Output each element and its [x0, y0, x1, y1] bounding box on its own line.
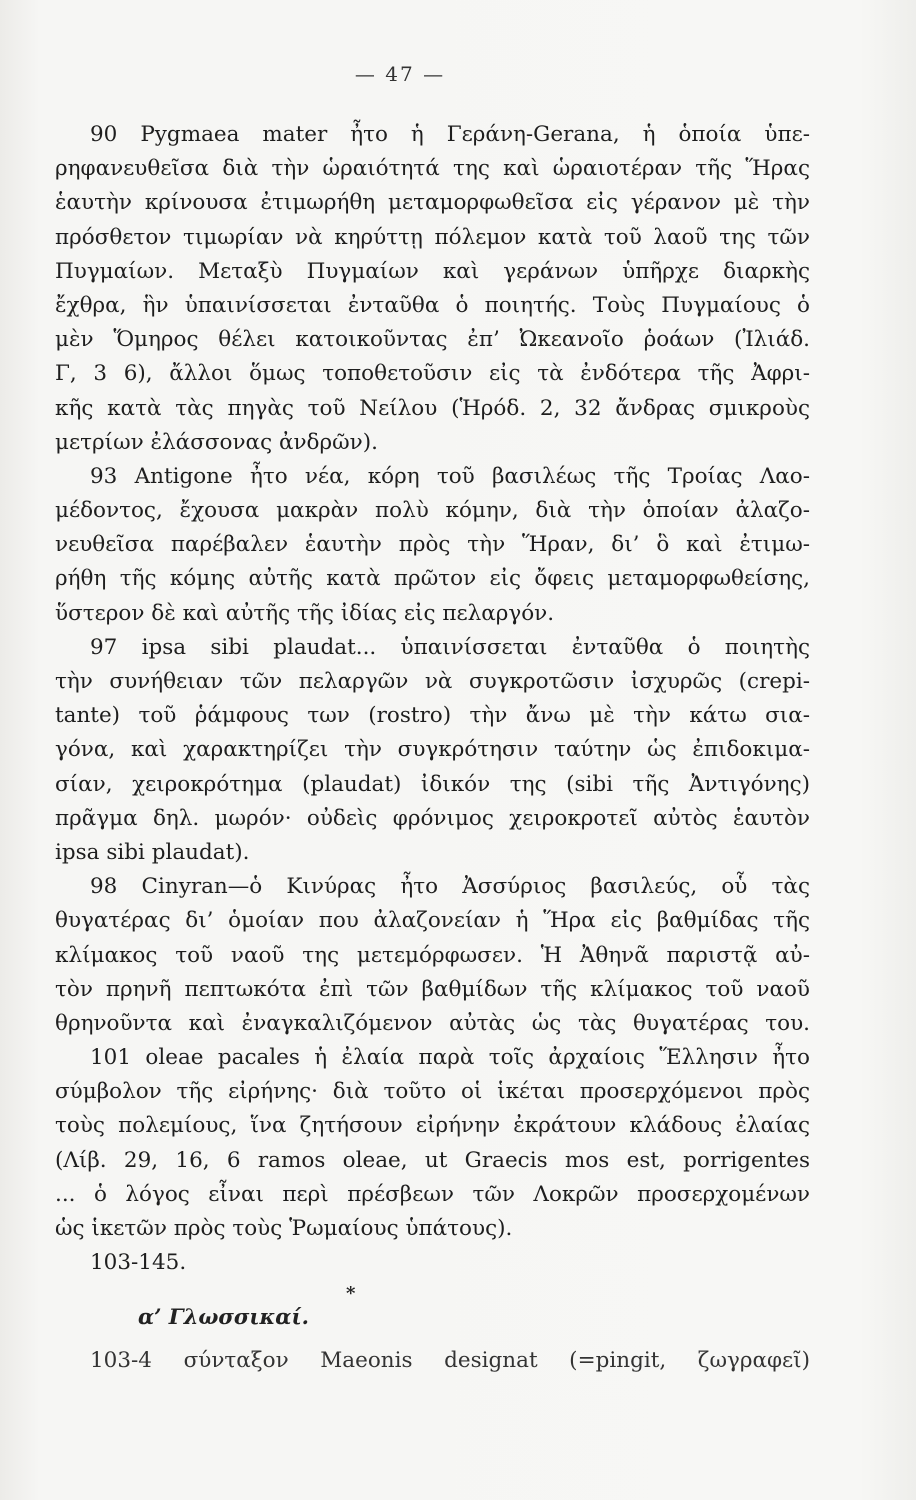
text-line: πρόσθετον τιμωρίαν νὰ κηρύττῃ πόλεμον κατὰ τοῦ λαοῦ της τῶν — [55, 224, 810, 250]
text-line: κῆς κατὰ τὰς πηγὰς τοῦ Νείλου (Ἡρόδ. 2, 32 ἄνδρας σμικροὺς — [55, 395, 810, 421]
note-line-103-4: 103-4 σύνταξον Maeonis designat (=pingit, ζωγραφεῖ) — [90, 1348, 810, 1373]
text-line: πρᾶγμα δηλ. μωρόν· οὐδεὶς φρόνιμος χειροκροτεῖ αὐτὸς ἑαυτὸν — [55, 805, 810, 831]
section-separator-asterisk: * — [346, 1283, 356, 1304]
text-line: γόνα, καὶ χαρακτηρίζει τὴν συγκρότησιν ταύτην ὡς ἐπιδοκιμα- — [55, 737, 810, 763]
text-line: μετρίων ἐλάσσονας ἀνδρῶν). — [55, 429, 378, 455]
text-line: ... ὁ λόγος εἶναι περὶ πρέσβεων τῶν Λοκρῶν προσερχομένων — [55, 1181, 810, 1207]
text-line: κλίμακος τοῦ ναοῦ της μετεμόρφωσεν. Ἡ Ἀθηνᾶ παριστᾷ αὐ- — [55, 942, 810, 968]
text-line: ὕστερον δὲ καὶ αὐτῆς τῆς ἰδίας εἰς πελαργόν. — [55, 600, 555, 626]
text-line: ipsa sibi plaudat). — [55, 839, 250, 865]
text-line: ἔχθρα, ἣν ὑπαινίσσεται ἐνταῦθα ὁ ποιητής. Τοὺς Πυγμαίους ὁ — [55, 292, 810, 318]
text-line: θυγατέρας δι’ ὁμοίαν που ἀλαζονείαν ἡ Ἥρα εἰς βαθμίδας τῆς — [55, 908, 810, 934]
text-line: τὴν συνήθειαν τῶν πελαργῶν νὰ συγκροτῶσιν ἰσχυρῶς (crepi- — [55, 669, 810, 694]
text-line: μέδοντος, ἔχουσα μακρὰν πολὺ κόμην, διὰ τὴν ὁποίαν ἀλαζο- — [55, 498, 810, 524]
text-line: tante) τοῦ ῥάμφους των (rostro) τὴν ἄνω μὲ τὴν κάτω σια- — [55, 703, 810, 729]
text-line: μὲν Ὅμηρος θέλει κατοικοῦντας ἐπ’ Ὠκεανοῖο ῥοάων (Ἰλιάδ. — [55, 327, 810, 353]
text-line: τὸν πρηνῆ πεπτωκότα ἐπὶ τῶν βαθμίδων τῆς κλίμακος τοῦ ναοῦ — [55, 976, 810, 1002]
text-line: 90 Pygmaea mater ἦτο ἡ Γεράνη-Gerana, ἡ ὁποία ὑπε- — [90, 122, 810, 147]
text-line: 93 Antigone ἦτο νέα, κόρη τοῦ βασιλέως τῆς Τροίας Λαο- — [90, 463, 810, 489]
text-line: 97 ipsa sibi plaudat... ὑπαινίσσεται ἐνταῦθα ὁ ποιητὴς — [90, 634, 810, 660]
text-line: νευθεῖσα παρέβαλεν ἑαυτὴν πρὸς τὴν Ἥραν, δι’ ὃ καὶ ἐτιμω- — [55, 532, 810, 558]
text-line: θρηνοῦντα καὶ ἐναγκαλιζόμενον αὐτὰς ὡς τὰς θυγατέρας του. — [55, 1010, 810, 1036]
text-line: (Λίβ. 29, 16, 6 ramos oleae, ut Graecis mos est, porrigentes — [55, 1147, 810, 1173]
text-line: σίαν, χειροκρότημα (plaudat) ἰδικόν της (sibi τῆς Ἀντιγόνης) — [55, 771, 810, 797]
text-line: Γ, 3 6), ἄλλοι ὅμως τοποθετοῦσιν εἰς τὰ ἐνδότερα τῆς Ἀφρι- — [55, 361, 810, 387]
text-line: ρήθη τῆς κόμης αὐτῆς κατὰ πρῶτον εἰς ὄφεις μεταμορφωθείσης, — [55, 566, 810, 592]
section-heading: α’ Γλωσσικαί. — [138, 1304, 309, 1329]
text-line: ὡς ἱκετῶν πρὸς τοὺς Ῥωμαίους ὑπάτους). — [55, 1216, 513, 1241]
commentary-text — [55, 118, 810, 1280]
text-line: ἑαυτὴν κρίνουσα ἐτιμωρήθη μεταμορφωθεῖσα εἰς γέρανον μὲ τὴν — [55, 190, 810, 216]
text-line: ρηφανευθεῖσα διὰ τὴν ὡραιότητά της καὶ ὡραιοτέραν τῆς Ἥρας — [55, 156, 810, 182]
text-line: τοὺς πολεμίους, ἵνα ζητήσουν εἰρήνην ἐκράτουν κλάδους ἐλαίας — [55, 1113, 810, 1139]
text-line: Πυγμαίων. Μεταξὺ Πυγμαίων καὶ γεράνων ὑπῆρχε διαρκὴς — [55, 258, 810, 284]
text-line: σύμβολον τῆς εἰρήνης· διὰ τοῦτο οἱ ἱκέται προσερχόμενοι πρὸς — [55, 1079, 810, 1105]
text-line: 103-145. — [90, 1250, 187, 1276]
page-number: — 47 — — [354, 62, 446, 86]
text-line: 101 oleae pacales ἡ ἐλαία παρὰ τοῖς ἀρχαίοις Ἕλλησιν ἦτο — [90, 1045, 810, 1071]
text-line: 98 Cinyran—ὁ Κινύρας ἦτο Ἀσσύριος βασιλεύς, οὗ τὰς — [90, 874, 810, 900]
